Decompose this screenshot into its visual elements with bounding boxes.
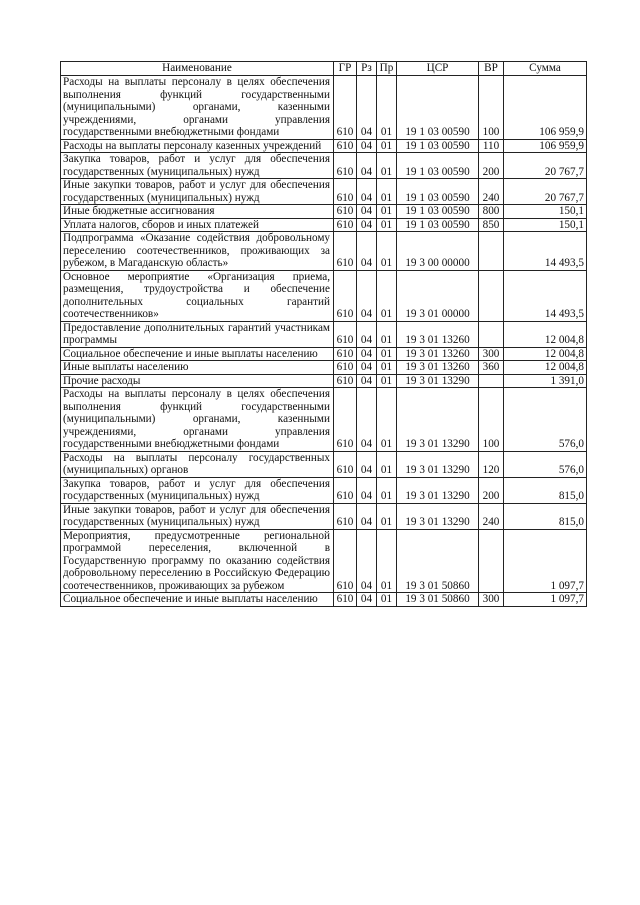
header-gr: ГР [334,62,357,76]
cell-vr [479,529,504,593]
cell-gr: 610 [334,179,357,205]
cell-gr: 610 [334,347,357,361]
cell-gr: 610 [334,218,357,232]
cell-gr: 610 [334,232,357,271]
cell-sum: 106 959,9 [504,76,587,140]
cell-pr: 01 [377,205,397,219]
cell-csr: 19 3 01 13260 [397,361,479,375]
cell-name: Мероприятия, предусмотренные региональной программой переселения, включенной в Государственную программу по оказанию содействия добровольному переселению в Российскую Федерацию соотечественников, проживающих за рубежом [61,529,334,593]
cell-rz: 04 [357,388,377,452]
cell-rz: 04 [357,270,377,321]
cell-vr: 240 [479,503,504,529]
table-row [61,76,587,140]
budget-page [60,61,586,607]
cell-name: Расходы на выплаты персоналу в целях обеспечения выполнения функций государственными (муниципальными) органами, казенными учреждениями, органами управления государственными внебюджетными фондами [61,76,334,140]
cell-sum: 14 493,5 [504,232,587,271]
cell-pr: 01 [377,321,397,347]
cell-pr: 01 [377,388,397,452]
header-sum: Сумма [504,62,587,76]
cell-vr: 100 [479,388,504,452]
cell-vr: 300 [479,593,504,607]
cell-name: Основное мероприятие «Организация приема, размещения, трудоустройства и обеспечение дополнительных социальных гарантий соотечественников» [61,270,334,321]
table-row [61,270,587,321]
cell-gr: 610 [334,205,357,219]
table-header-row [61,62,587,76]
cell-gr: 610 [334,270,357,321]
cell-sum: 1 097,7 [504,593,587,607]
cell-name: Подпрограмма «Оказание содействия добровольному переселению соотечественников, проживающих за рубежом, в Магаданскую область» [61,232,334,271]
cell-name: Иные закупки товаров, работ и услуг для обеспечения государственных (муниципальных) нужд [61,179,334,205]
cell-csr: 19 3 01 13290 [397,477,479,503]
cell-csr: 19 3 01 50860 [397,593,479,607]
cell-pr: 01 [377,139,397,153]
cell-pr: 01 [377,218,397,232]
cell-pr: 01 [377,347,397,361]
cell-vr: 120 [479,451,504,477]
cell-csr: 19 3 01 13290 [397,388,479,452]
cell-name: Расходы на выплаты персоналу в целях обеспечения выполнения функций государственными (муниципальными) органами, казенными учреждениями, органами управления государственными внебюджетными фондами [61,388,334,452]
cell-gr: 610 [334,153,357,179]
cell-csr: 19 3 00 00000 [397,232,479,271]
cell-vr: 300 [479,347,504,361]
cell-sum: 1 391,0 [504,374,587,388]
table-row [61,205,587,219]
cell-pr: 01 [377,153,397,179]
header-csr: ЦСР [397,62,479,76]
cell-name: Уплата налогов, сборов и иных платежей [61,218,334,232]
budget-table [60,61,587,607]
table-row [61,139,587,153]
table-row [61,503,587,529]
cell-name: Закупка товаров, работ и услуг для обеспечения государственных (муниципальных) нужд [61,153,334,179]
cell-rz: 04 [357,451,377,477]
cell-pr: 01 [377,232,397,271]
cell-csr: 19 3 01 13290 [397,451,479,477]
cell-vr: 800 [479,205,504,219]
cell-gr: 610 [334,503,357,529]
cell-csr: 19 1 03 00590 [397,76,479,140]
header-pr: Пр [377,62,397,76]
cell-sum: 12 004,8 [504,361,587,375]
cell-name: Расходы на выплаты персоналу государственных (муниципальных) органов [61,451,334,477]
cell-pr: 01 [377,529,397,593]
table-row [61,321,587,347]
table-row [61,232,587,271]
table-row [61,374,587,388]
cell-vr: 360 [479,361,504,375]
table-row [61,388,587,452]
cell-csr: 19 3 01 13260 [397,321,479,347]
table-row [61,477,587,503]
cell-name: Закупка товаров, работ и услуг для обеспечения государственных (муниципальных) нужд [61,477,334,503]
cell-name: Прочие расходы [61,374,334,388]
cell-pr: 01 [377,477,397,503]
cell-gr: 610 [334,361,357,375]
cell-csr: 19 3 01 00000 [397,270,479,321]
cell-gr: 610 [334,139,357,153]
table-row [61,451,587,477]
cell-rz: 04 [357,218,377,232]
cell-rz: 04 [357,321,377,347]
cell-vr: 240 [479,179,504,205]
cell-pr: 01 [377,451,397,477]
cell-rz: 04 [357,593,377,607]
table-row [61,593,587,607]
cell-sum: 1 097,7 [504,529,587,593]
cell-gr: 610 [334,477,357,503]
table-row [61,179,587,205]
cell-csr: 19 1 03 00590 [397,218,479,232]
cell-vr [479,321,504,347]
cell-sum: 12 004,8 [504,321,587,347]
cell-rz: 04 [357,232,377,271]
cell-gr: 610 [334,593,357,607]
table-row [61,153,587,179]
cell-csr: 19 1 03 00590 [397,139,479,153]
cell-rz: 04 [357,179,377,205]
cell-rz: 04 [357,477,377,503]
cell-rz: 04 [357,529,377,593]
cell-pr: 01 [377,361,397,375]
header-name: Наименование [61,62,334,76]
cell-sum: 815,0 [504,477,587,503]
cell-sum: 576,0 [504,388,587,452]
cell-pr: 01 [377,374,397,388]
table-row [61,347,587,361]
cell-rz: 04 [357,374,377,388]
cell-csr: 19 3 01 13260 [397,347,479,361]
cell-sum: 150,1 [504,205,587,219]
table-row [61,361,587,375]
cell-gr: 610 [334,388,357,452]
cell-name: Социальное обеспечение и иные выплаты населению [61,593,334,607]
cell-rz: 04 [357,503,377,529]
cell-pr: 01 [377,593,397,607]
cell-csr: 19 1 03 00590 [397,153,479,179]
cell-name: Предоставление дополнительных гарантий участникам программы [61,321,334,347]
cell-vr [479,270,504,321]
cell-name: Социальное обеспечение и иные выплаты населению [61,347,334,361]
cell-sum: 106 959,9 [504,139,587,153]
cell-rz: 04 [357,361,377,375]
cell-vr [479,374,504,388]
cell-gr: 610 [334,451,357,477]
cell-pr: 01 [377,179,397,205]
cell-sum: 815,0 [504,503,587,529]
cell-vr: 100 [479,76,504,140]
cell-pr: 01 [377,503,397,529]
cell-name: Иные закупки товаров, работ и услуг для обеспечения государственных (муниципальных) нужд [61,503,334,529]
cell-sum: 20 767,7 [504,179,587,205]
cell-vr [479,232,504,271]
cell-rz: 04 [357,76,377,140]
cell-sum: 14 493,5 [504,270,587,321]
cell-csr: 19 1 03 00590 [397,179,479,205]
cell-gr: 610 [334,321,357,347]
cell-name: Расходы на выплаты персоналу казенных учреждений [61,139,334,153]
cell-rz: 04 [357,153,377,179]
cell-csr: 19 3 01 13290 [397,374,479,388]
header-vr: ВР [479,62,504,76]
cell-vr: 110 [479,139,504,153]
cell-rz: 04 [357,205,377,219]
cell-sum: 576,0 [504,451,587,477]
cell-csr: 19 1 03 00590 [397,205,479,219]
cell-gr: 610 [334,529,357,593]
cell-pr: 01 [377,76,397,140]
cell-gr: 610 [334,76,357,140]
cell-csr: 19 3 01 50860 [397,529,479,593]
cell-gr: 610 [334,374,357,388]
cell-name: Иные выплаты населению [61,361,334,375]
table-row [61,218,587,232]
cell-rz: 04 [357,347,377,361]
header-rz: Рз [357,62,377,76]
cell-sum: 12 004,8 [504,347,587,361]
cell-rz: 04 [357,139,377,153]
cell-sum: 150,1 [504,218,587,232]
table-row [61,529,587,593]
cell-pr: 01 [377,270,397,321]
cell-vr: 200 [479,153,504,179]
cell-sum: 20 767,7 [504,153,587,179]
cell-name: Иные бюджетные ассигнования [61,205,334,219]
cell-csr: 19 3 01 13290 [397,503,479,529]
cell-vr: 200 [479,477,504,503]
cell-vr: 850 [479,218,504,232]
